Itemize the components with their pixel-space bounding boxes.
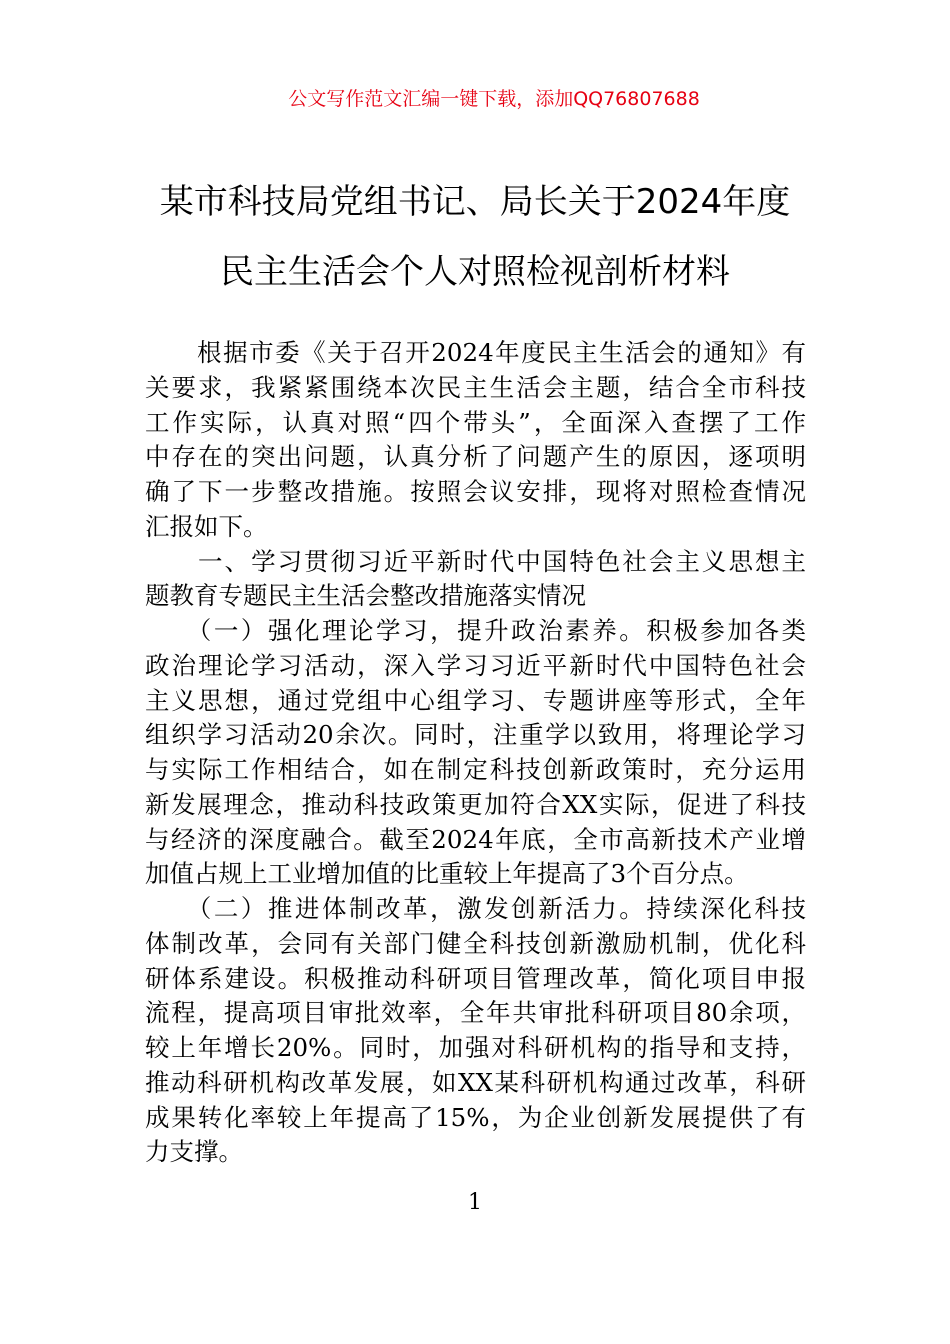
text-line: 新发展理念，推动科技政策更加符合XX实际，促进了科技 — [145, 789, 806, 819]
text-line: 组织学习活动20余次。同时，注重学以致用，将理论学习 — [145, 720, 806, 750]
text-line: 关要求，我紧紧围绕本次民主生活会主题，结合全市科技 — [145, 372, 806, 402]
text-line: 汇报如下。 — [145, 511, 268, 541]
document-title-line-1: 某市科技局党组书记、局长关于2024年度 — [159, 182, 791, 222]
text-line: 流程，提高项目审批效率，全年共审批科研项目80余项， — [145, 998, 806, 1028]
watermark-header-link[interactable]: 公文写作范文汇编一键下载，添加QQ76807688 — [288, 88, 700, 110]
text-line: 体制改革，会同有关部门健全科技创新激励机制，优化科 — [145, 928, 806, 958]
text-line: 成果转化率较上年提高了15%，为企业创新发展提供了有 — [145, 1102, 806, 1132]
text-line: 中存在的突出问题，认真分析了问题产生的原因，逐项明 — [145, 442, 806, 472]
text-line: （二）推进体制改革，激发创新活力。持续深化科技 — [145, 894, 806, 923]
text-line: 与实际工作相结合，如在制定科技创新政策时，充分运用 — [145, 755, 806, 784]
text-line: 确了下一步整改措施。按照会议安排，现将对照检查情况 — [145, 477, 806, 506]
text-line: 政治理论学习活动，深入学习习近平新时代中国特色社会 — [145, 650, 806, 680]
page-number: 1 — [468, 1190, 482, 1215]
text-line: 题教育专题民主生活会整改措施落实情况 — [145, 581, 586, 611]
text-line: 一、学习贯彻习近平新时代中国特色社会主义思想主 — [145, 546, 806, 576]
text-line: 工作实际，认真对照“四个带头”，全面深入查摆了工作 — [145, 407, 806, 437]
subsection-1-paragraph — [145, 614, 806, 892]
text-line: 与经济的深度融合。截至2024年底，全市高新技术产业增 — [145, 824, 806, 854]
text-line: 主义思想，通过党组中心组学习、专题讲座等形式，全年 — [145, 685, 806, 715]
subsection-2-paragraph — [145, 892, 806, 1170]
text-line: 力支撑。 — [145, 1137, 243, 1167]
text-line: 推动科研机构改革发展，如XX某科研机构通过改革，科研 — [145, 1067, 806, 1097]
section-heading-1 — [145, 545, 806, 615]
document-title-line-2: 民主生活会个人对照检视剖析材料 — [220, 252, 730, 292]
document-body — [145, 336, 806, 1170]
intro-paragraph — [145, 336, 806, 545]
text-line: 加值占规上工业增加值的比重较上年提高了3个百分点。 — [145, 859, 749, 889]
text-line: 研体系建设。积极推动科研项目管理改革，简化项目申报 — [145, 963, 806, 993]
text-line: 根据市委《关于召开2024年度民主生活会的通知》有 — [145, 338, 806, 367]
text-line: 较上年增长20%。同时，加强对科研机构的指导和支持， — [145, 1033, 806, 1062]
text-line: （一）强化理论学习，提升政治素养。积极参加各类 — [145, 616, 806, 645]
